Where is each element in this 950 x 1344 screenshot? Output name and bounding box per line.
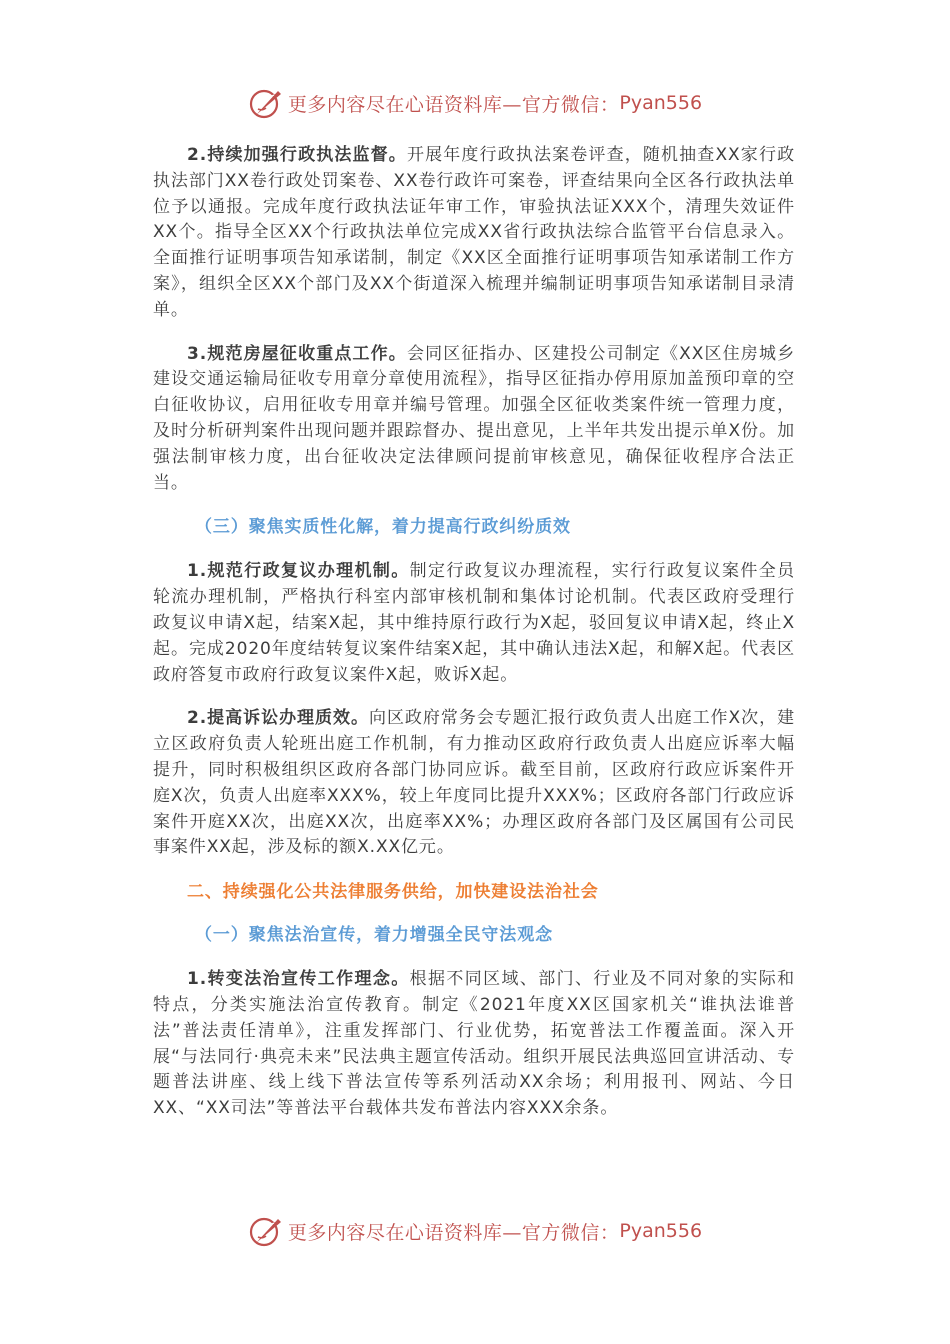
paragraph-administrative-review <box>153 559 795 688</box>
paragraph-lead: 2.持续加强行政执法监督。 <box>187 145 407 165</box>
banner-wechat-id: Pyan556 <box>619 92 703 114</box>
paragraph-text: 根据不同区域、部门、行业及不同对象的实际和特点，分类实施法治宣传教育。制定《2021年度XX区国家机关“谁执法谁普法”普法责任清单》，注重发挥部门、行业优势，拓宽普法工作覆盖面。深入开展“与法同行·典亮未来”民法典主题宣传活动。组织开展民法典巡回宣讲活动、专题普法讲座、线上线下普法宣传等系列活动XX余场；利用报刊、网站、今日XX、“XX司法”等普法平台载体共发布普法内容XXX余条。 <box>153 969 795 1119</box>
subheading-dispute-resolution: （三）聚焦实质性化解，着力提高行政纠纷质效 <box>195 517 571 538</box>
section-heading-public-legal-services: 二、持续强化公共法律服务供给，加快建设法治社会 <box>187 882 599 903</box>
paragraph-lead: 3.规范房屋征收重点工作。 <box>187 343 407 364</box>
footer-banner <box>0 1211 950 1251</box>
quill-logo-icon <box>248 85 284 121</box>
paragraph-publicity-concept <box>153 967 795 1122</box>
banner-wechat-id: Pyan556 <box>619 1220 703 1242</box>
paragraph-text: 制定行政复议办理流程，实行行政复议案件全员轮流办理机制，严格执行科室内部审核机制和集体讨论机制。代表区政府受理行政复议申请X起，结案X起，其中维持原行政行为X起，驳回复议申请X起，终止X起。完成2020年度结转复议案件结案X起，其中确认违法X起，和解X起。代表区政府答复市政府行政复议案件X起，败诉X起。 <box>153 561 795 685</box>
paragraph-text: 向区政府常务会专题汇报行政负责人出庭工作X次，建立区政府负责人轮班出庭工作机制，有力推动区政府行政负责人出庭应诉率大幅提升，同时积极组织区政府各部门协同应诉。截至目前，区政府行政应诉案件开庭X次，负责人出庭率XXX%，较上年度同比提升XXX%；区政府各部门行政应诉案件开庭XX次，出庭XX次，出庭率XX%；办理区政府各部门及区属国有公司民事案件XX起，涉及标的额X.XX亿元。 <box>153 708 795 858</box>
document-body <box>153 143 795 1140</box>
paragraph-text: 会同区征指办、区建投公司制定《XX区住房城乡建设交通运输局征收专用章分章使用流程》，指导区征指办停用原加盖预印章的空白征收协议，启用征收专用章并编号管理。加强全区征收类案件统一管理力度，及时分析研判案件出现问题并跟踪督办、提出意见，上半年共发出提示单X份。加强法制审核力度，出台征收决定法律顾问提前审核意见，确保征收程序合法正当。 <box>153 343 795 493</box>
paragraph-lead: 1.规范行政复议办理机制。 <box>187 561 410 582</box>
paragraph-lead: 2.提高诉讼办理质效。 <box>187 708 369 729</box>
banner-text: 更多内容尽在心语资料库—官方微信： <box>287 93 620 116</box>
paragraph-law-enforcement-supervision <box>153 143 795 324</box>
header-banner <box>0 83 950 123</box>
quill-logo-icon <box>248 1213 284 1249</box>
paragraph-litigation <box>153 706 795 861</box>
paragraph-text: 开展年度行政执法案卷评查，随机抽查XX家行政执法部门XX卷行政处罚案卷、XX卷行政许可案卷，评查结果向全区各行政执法单位予以通报。完成年度行政执法证年审工作，审验执法证XXX个，清理失效证件XX个。指导全区XX个行政执法单位完成XX省行政执法综合监管平台信息录入。全面推行证明事项告知承诺制，制定《XX区全面推行证明事项告知承诺制工作方案》，组织全区XX个部门及XX个街道深入梳理并编制证明事项告知承诺制目录清单。 <box>153 145 795 320</box>
paragraph-house-expropriation <box>153 342 795 497</box>
banner-text: 更多内容尽在心语资料库—官方微信： <box>287 1221 620 1244</box>
paragraph-lead: 1.转变法治宣传工作理念。 <box>187 969 410 990</box>
subheading-legal-publicity: （一）聚焦法治宣传，着力增强全民守法观念 <box>195 925 553 946</box>
